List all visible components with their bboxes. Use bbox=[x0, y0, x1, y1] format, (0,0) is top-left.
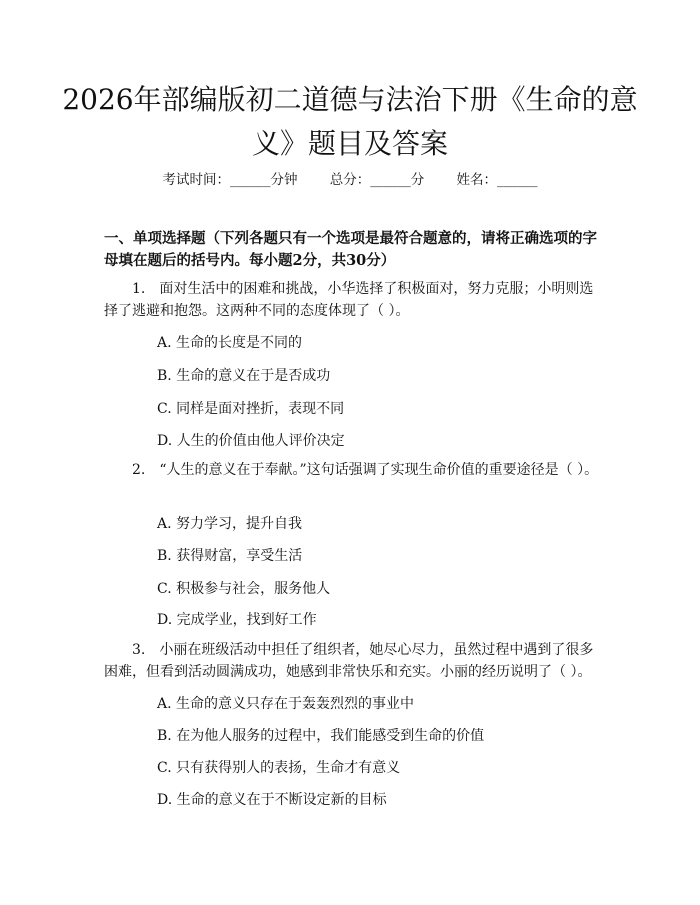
exam-info bbox=[0, 168, 700, 188]
question-2-option-a: A. 努力学习，提升自我 bbox=[157, 516, 303, 532]
question-2-option-c: C. 积极参与社会，服务他人 bbox=[157, 581, 331, 597]
question-1-option-a: A. 生命的长度是不同的 bbox=[157, 335, 303, 351]
question-3-option-a: A. 生命的意义只存在于轰轰烈烈的事业中 bbox=[157, 696, 415, 712]
document-title: 2026年部编版初二道德与法治下册《生命的意义》题目及答案 bbox=[62, 83, 638, 160]
question-3: 3. 小丽在班级活动中担任了组织者，她尽心尽力，虽然过程中遇到了很多困难，但看到活动圆满成功，她感到非常快乐和充实。小丽的经历说明了（ ）。 bbox=[104, 642, 594, 680]
question-1-option-d: D. 人生的价值由他人评价决定 bbox=[157, 433, 345, 449]
question-1-option-c: C. 同样是面对挫折，表现不同 bbox=[157, 401, 345, 417]
question-2-option-d: D. 完成学业，找到好工作 bbox=[157, 612, 317, 628]
question-1: 1. 面对生活中的困难和挑战，小华选择了积极面对，努力克服；小明则选择了逃避和抱怨。这两种不同的态度体现了（ ）。 bbox=[104, 281, 594, 319]
question-3-option-d: D. 生命的意义在于不断设定新的目标 bbox=[157, 792, 387, 808]
section-heading: 一、单项选择题（下列各题只有一个选项是最符合题意的，请将正确选项的字母填在题后的括号内。每小题2分，共30分） bbox=[104, 230, 597, 269]
exam-name: 姓名：______ bbox=[456, 172, 538, 188]
question-3-option-b: B. 在为他人服务的过程中，我们能感受到生命的价值 bbox=[157, 728, 485, 744]
exam-score: 总分：______分 bbox=[329, 172, 425, 188]
question-2-option-b: B. 获得财富，享受生活 bbox=[157, 548, 303, 564]
question-2: 2. “人生的意义在于奉献。”这句话强调了实现生命价值的重要途径是（ ）。 bbox=[132, 462, 599, 478]
question-3-option-c: C. 只有获得别人的表扬，生命才有意义 bbox=[157, 760, 401, 776]
question-1-option-b: B. 生命的意义在于是否成功 bbox=[157, 368, 331, 384]
exam-time: 考试时间：______分钟 bbox=[162, 172, 298, 188]
